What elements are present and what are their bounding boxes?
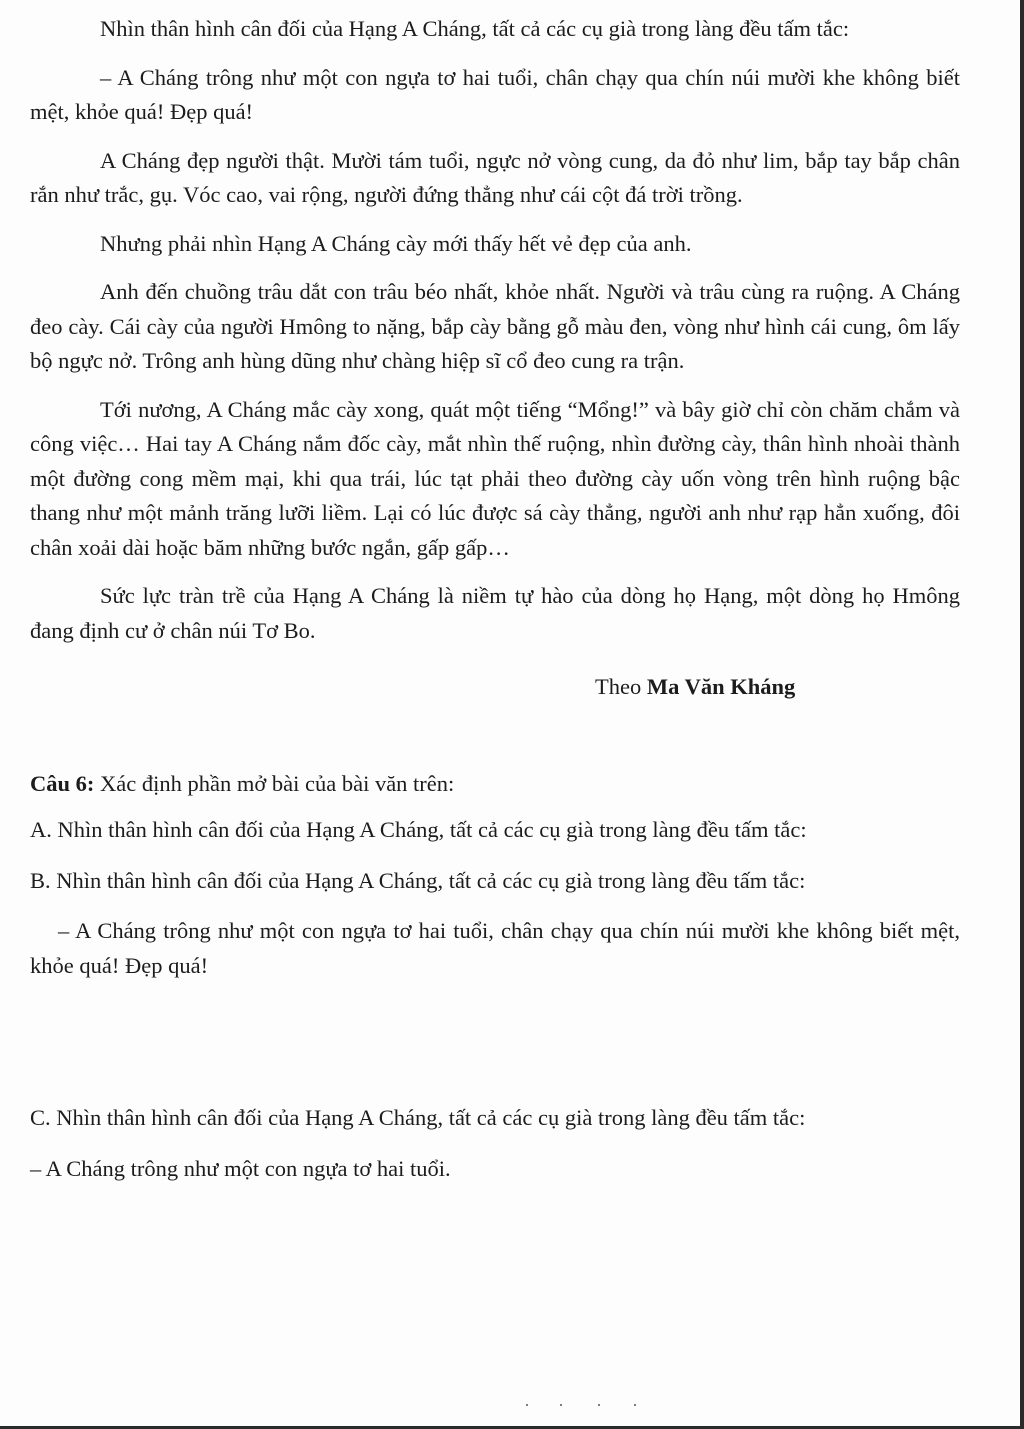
passage-paragraph-4: Nhưng phải nhìn Hạng A Cháng cày mới thấy hết vẻ đẹp của anh. bbox=[100, 230, 692, 256]
document-text bbox=[30, 12, 960, 1186]
option-b: B. Nhìn thân hình cân đối của Hạng A Cháng, tất cả các cụ già trong làng đều tấm tắc: bbox=[30, 867, 806, 893]
passage-paragraph-2: – A Cháng trông như một con ngựa tơ hai tuổi, chân chạy qua chín núi mười khe không biết mệt, khỏe quá! Đẹp quá! bbox=[30, 64, 960, 124]
option-a: A. Nhìn thân hình cân đối của Hạng A Cháng, tất cả các cụ già trong làng đều tấm tắc: bbox=[30, 817, 807, 842]
speckle bbox=[634, 1404, 636, 1406]
passage-paragraph-3: A Cháng đẹp người thật. Mười tám tuổi, ngực nở vòng cung, da đỏ như lim, bắp tay bắp chân rắn như trắc, gụ. Vóc cao, vai rộng, người đứng thẳng như cái cột đá trời trồng. bbox=[30, 147, 960, 207]
attribution-author: Ma Văn Kháng bbox=[646, 674, 796, 699]
attribution bbox=[30, 670, 960, 705]
speckle bbox=[598, 1404, 600, 1406]
page-edge-right bbox=[1020, 0, 1024, 1429]
passage-paragraph-5: Anh đến chuồng trâu dắt con trâu béo nhất, khỏe nhất. Người và trâu cùng ra ruộng. A Cháng đeo cày. Cái cày của người Hmông to nặng, bắp cày bằng gỗ màu đen, vòng như hình cái cung, ôm lấy bộ ngực nở. Trông anh hùng dũng như chàng hiệp sĩ cổ đeo cung ra trận. bbox=[30, 279, 960, 373]
attribution-prefix: Theo bbox=[595, 674, 647, 699]
speckle bbox=[526, 1404, 528, 1406]
blank-space bbox=[30, 983, 960, 1101]
passage-paragraph-1: Nhìn thân hình cân đối của Hạng A Cháng, tất cả các cụ già trong làng đều tấm tắc: bbox=[100, 16, 850, 41]
question-label: Câu 6: bbox=[30, 770, 95, 796]
speckle bbox=[560, 1404, 562, 1406]
scan-speckles bbox=[520, 1404, 650, 1410]
passage-paragraph-7: Sức lực tràn trề của Hạng A Cháng là niềm tự hào của dòng họ Hạng, một dòng họ Hmông đang định cư ở chân núi Tơ Bo. bbox=[30, 583, 960, 643]
passage-paragraph-6: Tới nương, A Cháng mắc cày xong, quát một tiếng “Mổng!” và bây giờ chỉ còn chăm chắm và công việc… Hai tay A Cháng nắm đốc cày, mắt nhìn thế ruộng, nhìn đường cày, thân hình nhoài thành một đường cong mềm mại, khi qua trái, lúc tạt phải theo đường cày uốn vòng trên hình ruộng bậc thang như một mảnh trăng lưỡi liềm. Lại có lúc được sá cày thẳng, người anh như rạp hẳn xuống, đôi chân xoải dài hoặc băm những bước ngắn, gấp gấp… bbox=[30, 396, 960, 560]
option-b-continuation: – A Cháng trông như một con ngựa tơ hai tuổi, chân chạy qua chín núi mười khe không biết mệt, khỏe quá! Đẹp quá! bbox=[30, 918, 960, 978]
option-c-continuation: – A Cháng trông như một con ngựa tơ hai tuổi. bbox=[30, 1155, 451, 1181]
option-c: C. Nhìn thân hình cân đối của Hạng A Cháng, tất cả các cụ già trong làng đều tấm tắc: bbox=[30, 1105, 806, 1130]
question-text: Xác định phần mở bài của bài văn trên: bbox=[94, 770, 455, 796]
question-6 bbox=[30, 767, 960, 802]
